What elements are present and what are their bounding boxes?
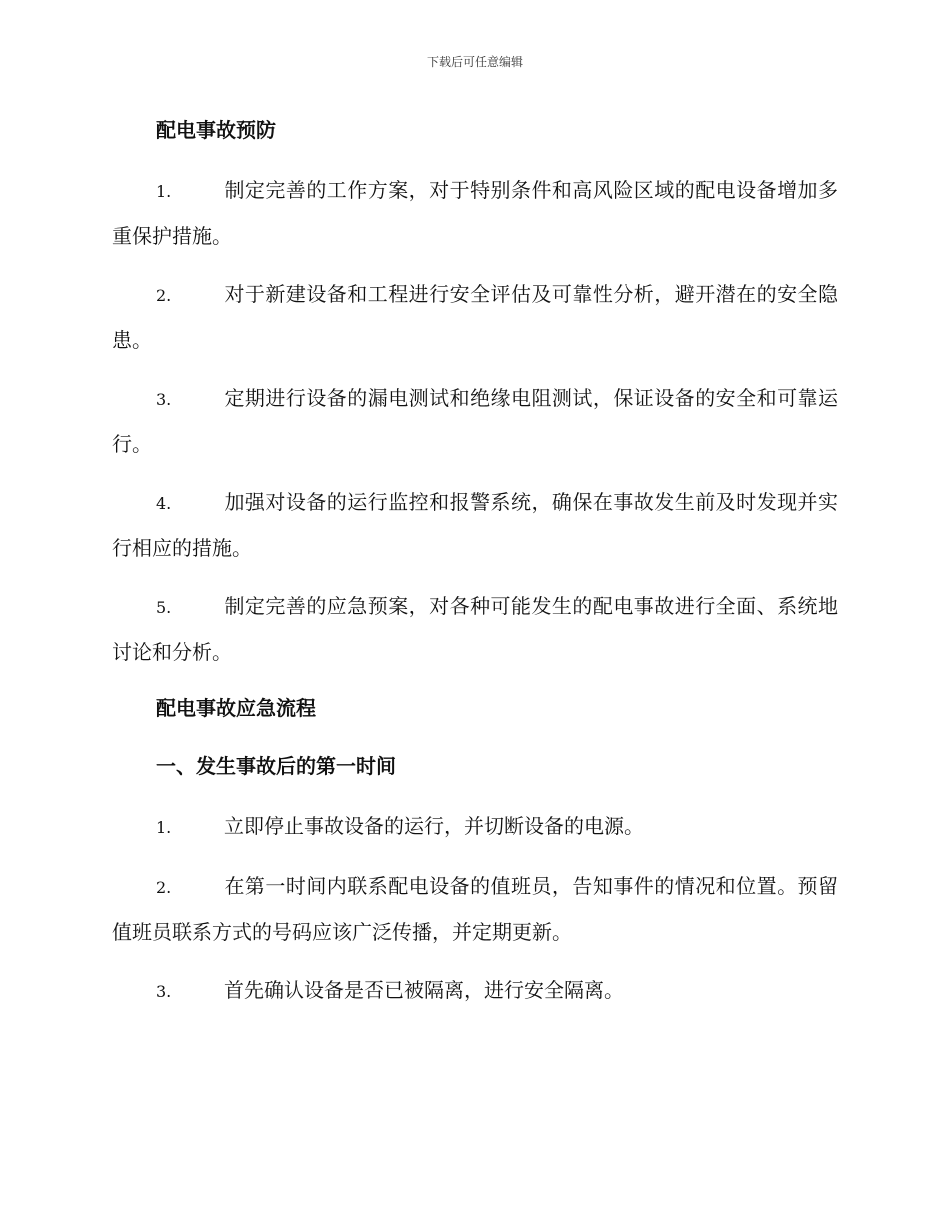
- list-item: [112, 480, 838, 570]
- list-item: [112, 968, 838, 1014]
- list-item: [112, 864, 838, 954]
- list-item: [112, 376, 838, 466]
- list-item: [112, 168, 838, 258]
- item-text: 首先确认设备是否已被隔离，进行安全隔离。: [224, 978, 624, 1002]
- item-text: 立即停止事故设备的运行，并切断设备的电源。: [224, 814, 644, 838]
- item-number: 4.: [156, 494, 172, 513]
- list-item: [112, 584, 838, 674]
- item-number: 1.: [156, 818, 172, 837]
- item-number: 2.: [156, 878, 172, 897]
- item-number: 1.: [156, 182, 172, 201]
- list-item: [112, 272, 838, 362]
- item-number: 3.: [156, 390, 172, 409]
- item-number: 5.: [156, 598, 172, 617]
- section-heading-prevention: 配电事故预防: [156, 118, 276, 142]
- item-text: 加强对设备的运行监控和报警系统，确保在事故发生前及时发现并实行相应的措施。: [112, 490, 838, 560]
- item-text: 定期进行设备的漏电测试和绝缘电阻测试，保证设备的安全和可靠运行。: [112, 386, 838, 456]
- item-text: 制定完善的应急预案，对各种可能发生的配电事故进行全面、系统地讨论和分析。: [112, 594, 838, 664]
- item-text: 制定完善的工作方案，对于特别条件和高风险区域的配电设备增加多重保护措施。: [112, 178, 838, 248]
- item-text: 在第一时间内联系配电设备的值班员，告知事件的情况和位置。预留值班员联系方式的号码应该广泛传播，并定期更新。: [112, 874, 838, 944]
- item-number: 3.: [156, 982, 172, 1001]
- item-text: 对于新建设备和工程进行安全评估及可靠性分析，避开潜在的安全隐患。: [112, 282, 838, 352]
- section-heading-emergency-procedure: 配电事故应急流程: [156, 696, 316, 720]
- list-item: [112, 804, 838, 850]
- section-heading-first-response: 一、发生事故后的第一时间: [156, 754, 396, 778]
- document-body: [112, 110, 838, 1028]
- item-number: 2.: [156, 286, 172, 305]
- page-header: 下载后可任意编辑: [426, 55, 523, 69]
